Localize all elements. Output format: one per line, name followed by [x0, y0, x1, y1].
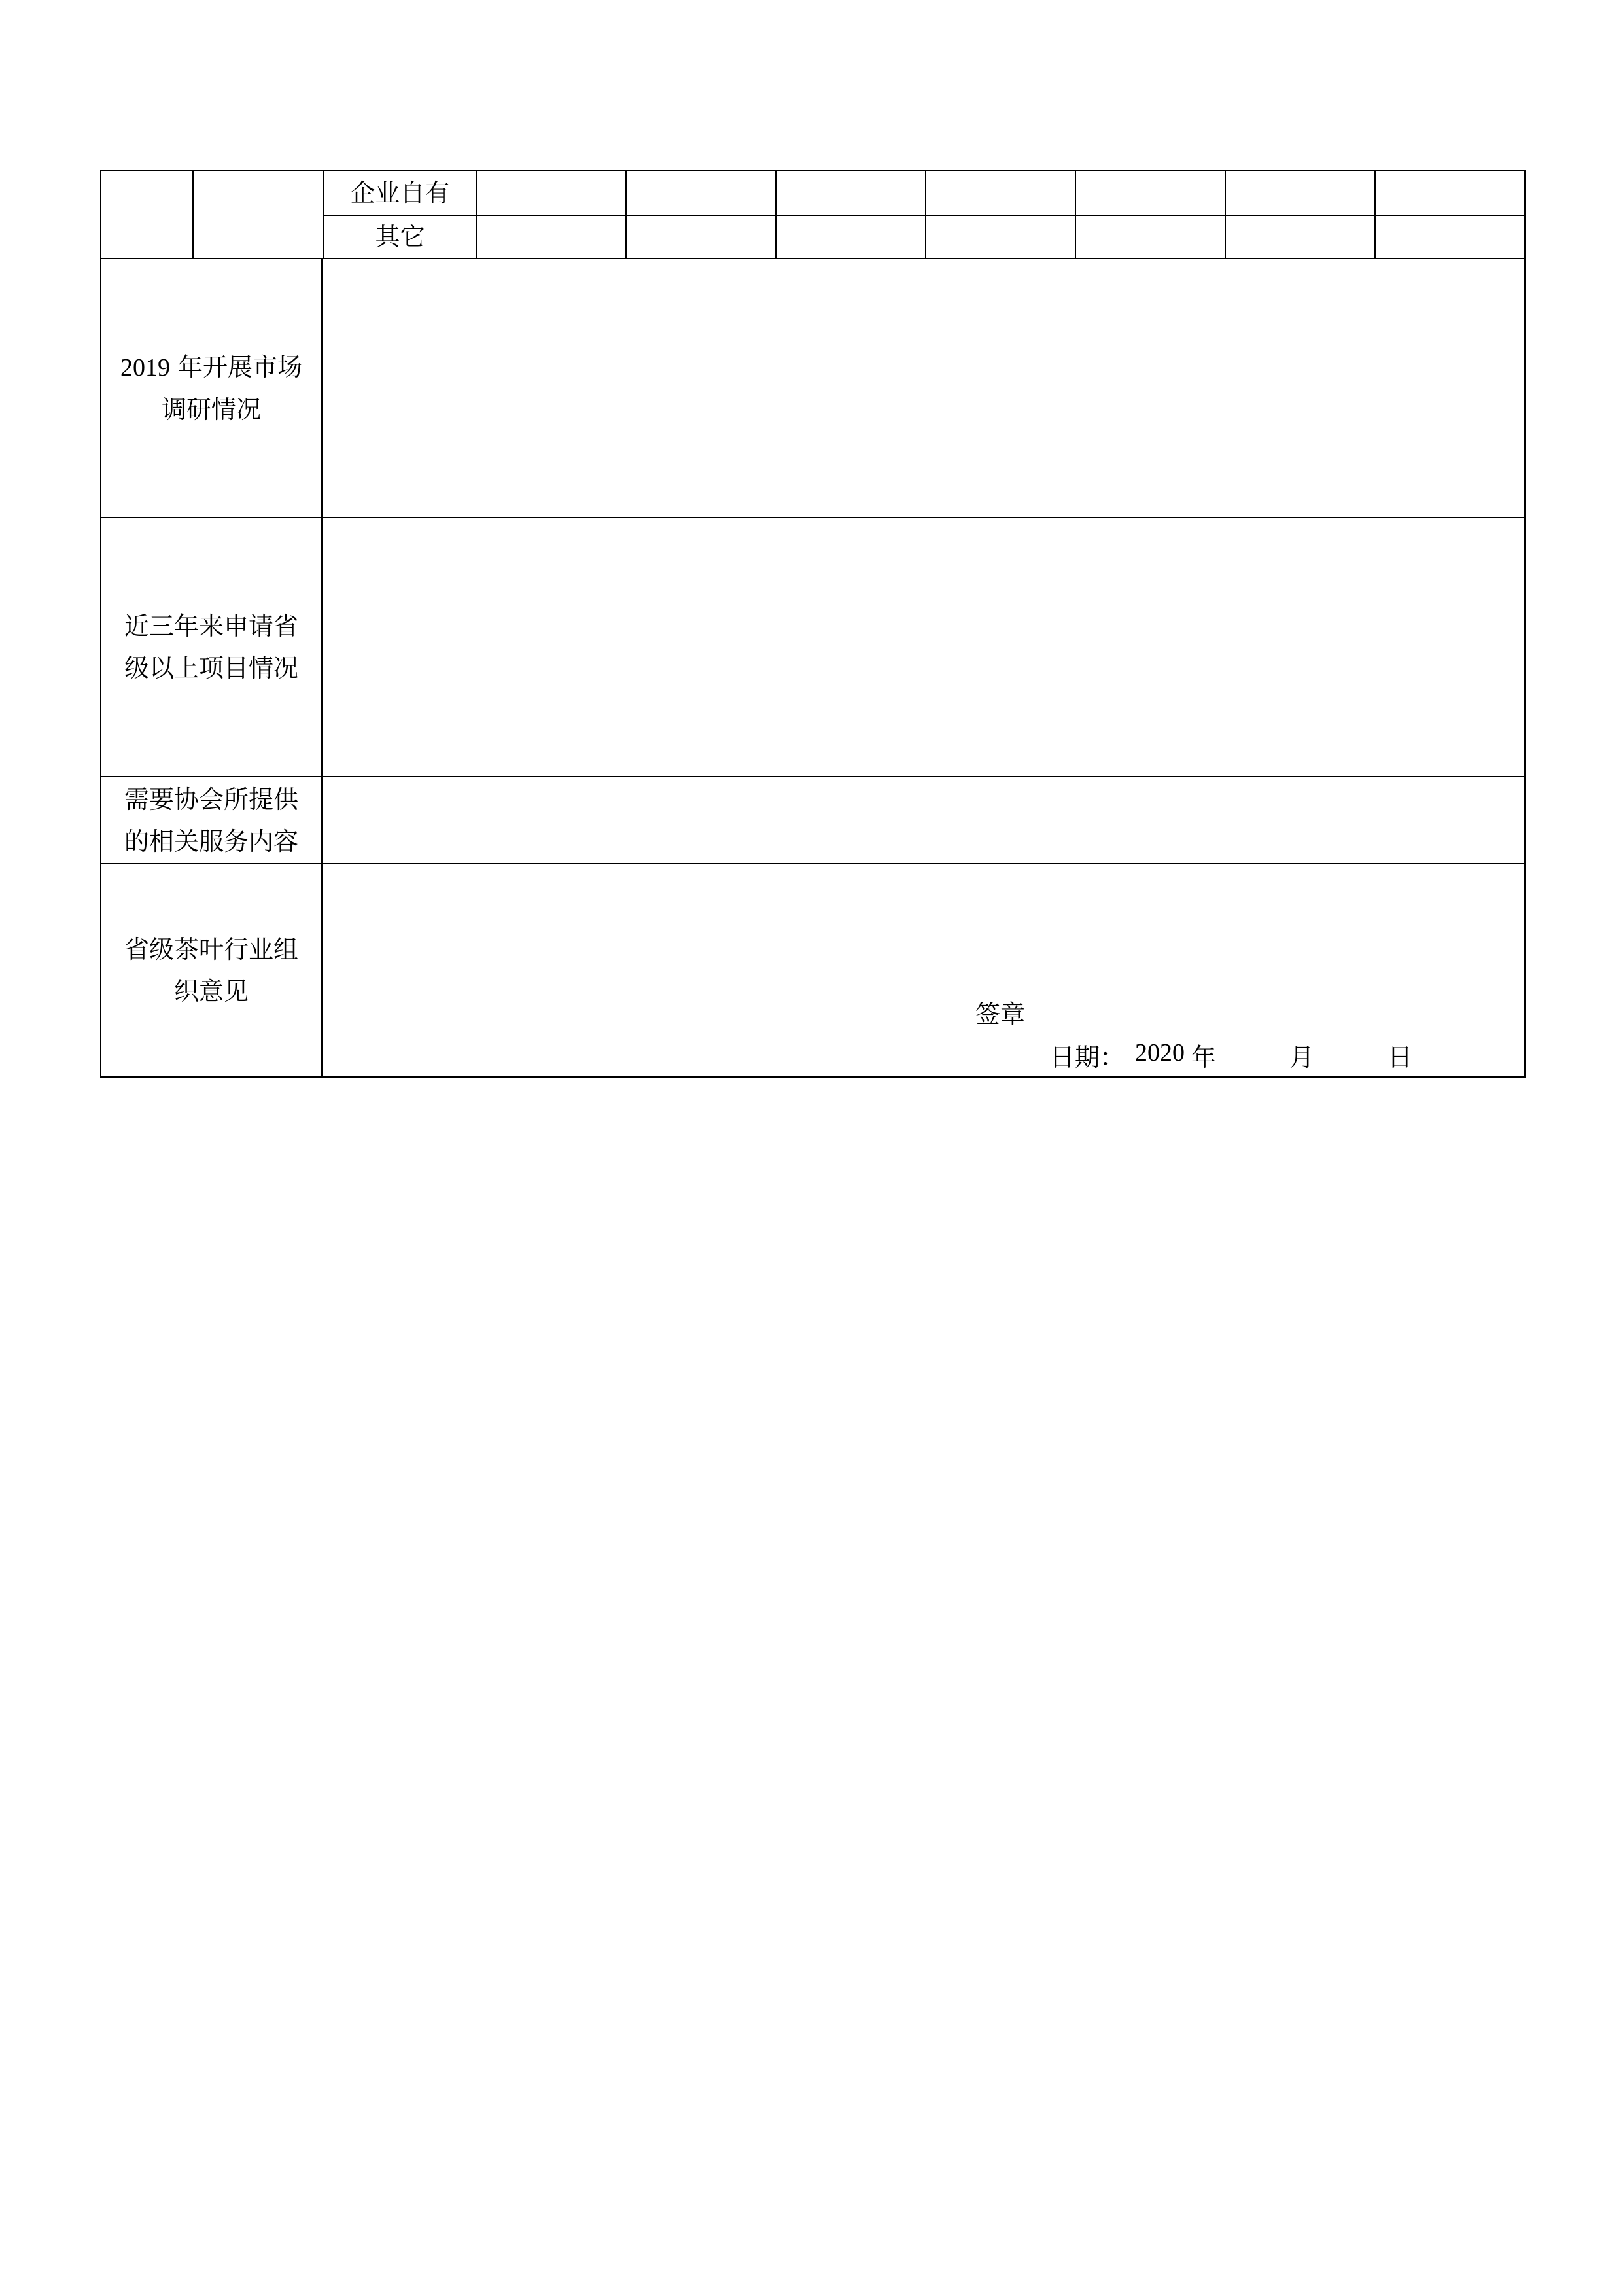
data-cell[interactable] — [1225, 170, 1376, 216]
merged-cell-col1 — [100, 170, 194, 259]
data-cell[interactable] — [1374, 170, 1526, 216]
row-label-market-research — [100, 258, 323, 518]
sub-row-label-other-text: 其它 — [375, 222, 425, 251]
row-label-opinion — [100, 863, 323, 1078]
data-cell[interactable] — [775, 215, 926, 259]
data-cell[interactable] — [775, 170, 926, 216]
data-cell[interactable] — [476, 215, 627, 259]
merged-cell-col2 — [192, 170, 324, 259]
data-cell[interactable] — [625, 170, 777, 216]
data-cell[interactable] — [1075, 215, 1226, 259]
data-cell[interactable] — [925, 170, 1076, 216]
sub-row-label-other — [323, 215, 477, 259]
data-cell[interactable] — [1225, 215, 1376, 259]
row-label-market-research-rest: 年开展市场调研情况 — [161, 352, 303, 424]
row-label-services — [100, 776, 323, 864]
date-month-unit: 月 — [1289, 1043, 1315, 1072]
date-day-unit: 日 — [1387, 1043, 1413, 1072]
row-content-market-research[interactable] — [321, 258, 1526, 518]
date-year-unit: 年 — [1191, 1043, 1217, 1072]
row-content-opinion[interactable] — [321, 863, 1526, 1078]
row-content-projects[interactable] — [321, 517, 1526, 777]
row-content-services[interactable] — [321, 776, 1526, 864]
data-cell[interactable] — [476, 170, 627, 216]
data-cell[interactable] — [925, 215, 1076, 259]
data-cell[interactable] — [1374, 215, 1526, 259]
row-label-projects — [100, 517, 323, 777]
stamp-label: 签章 — [975, 1000, 1026, 1029]
row-label-projects-text: 近三年来申请省级以上项目情况 — [124, 612, 298, 682]
data-cell[interactable] — [1075, 170, 1226, 216]
data-cell[interactable] — [625, 215, 777, 259]
row-label-opinion-text: 省级茶叶行业组织意见 — [124, 935, 298, 1006]
row-label-market-research-year: 2019 — [120, 353, 170, 381]
sub-row-label-own-text: 企业自有 — [350, 179, 450, 207]
date-year: 2020 — [1135, 1039, 1185, 1067]
row-label-services-text: 需要协会所提供的相关服务内容 — [124, 785, 298, 856]
sub-row-label-own — [323, 170, 477, 216]
date-label: 日期： — [1050, 1043, 1125, 1072]
row-label-market-research-text — [116, 346, 306, 431]
